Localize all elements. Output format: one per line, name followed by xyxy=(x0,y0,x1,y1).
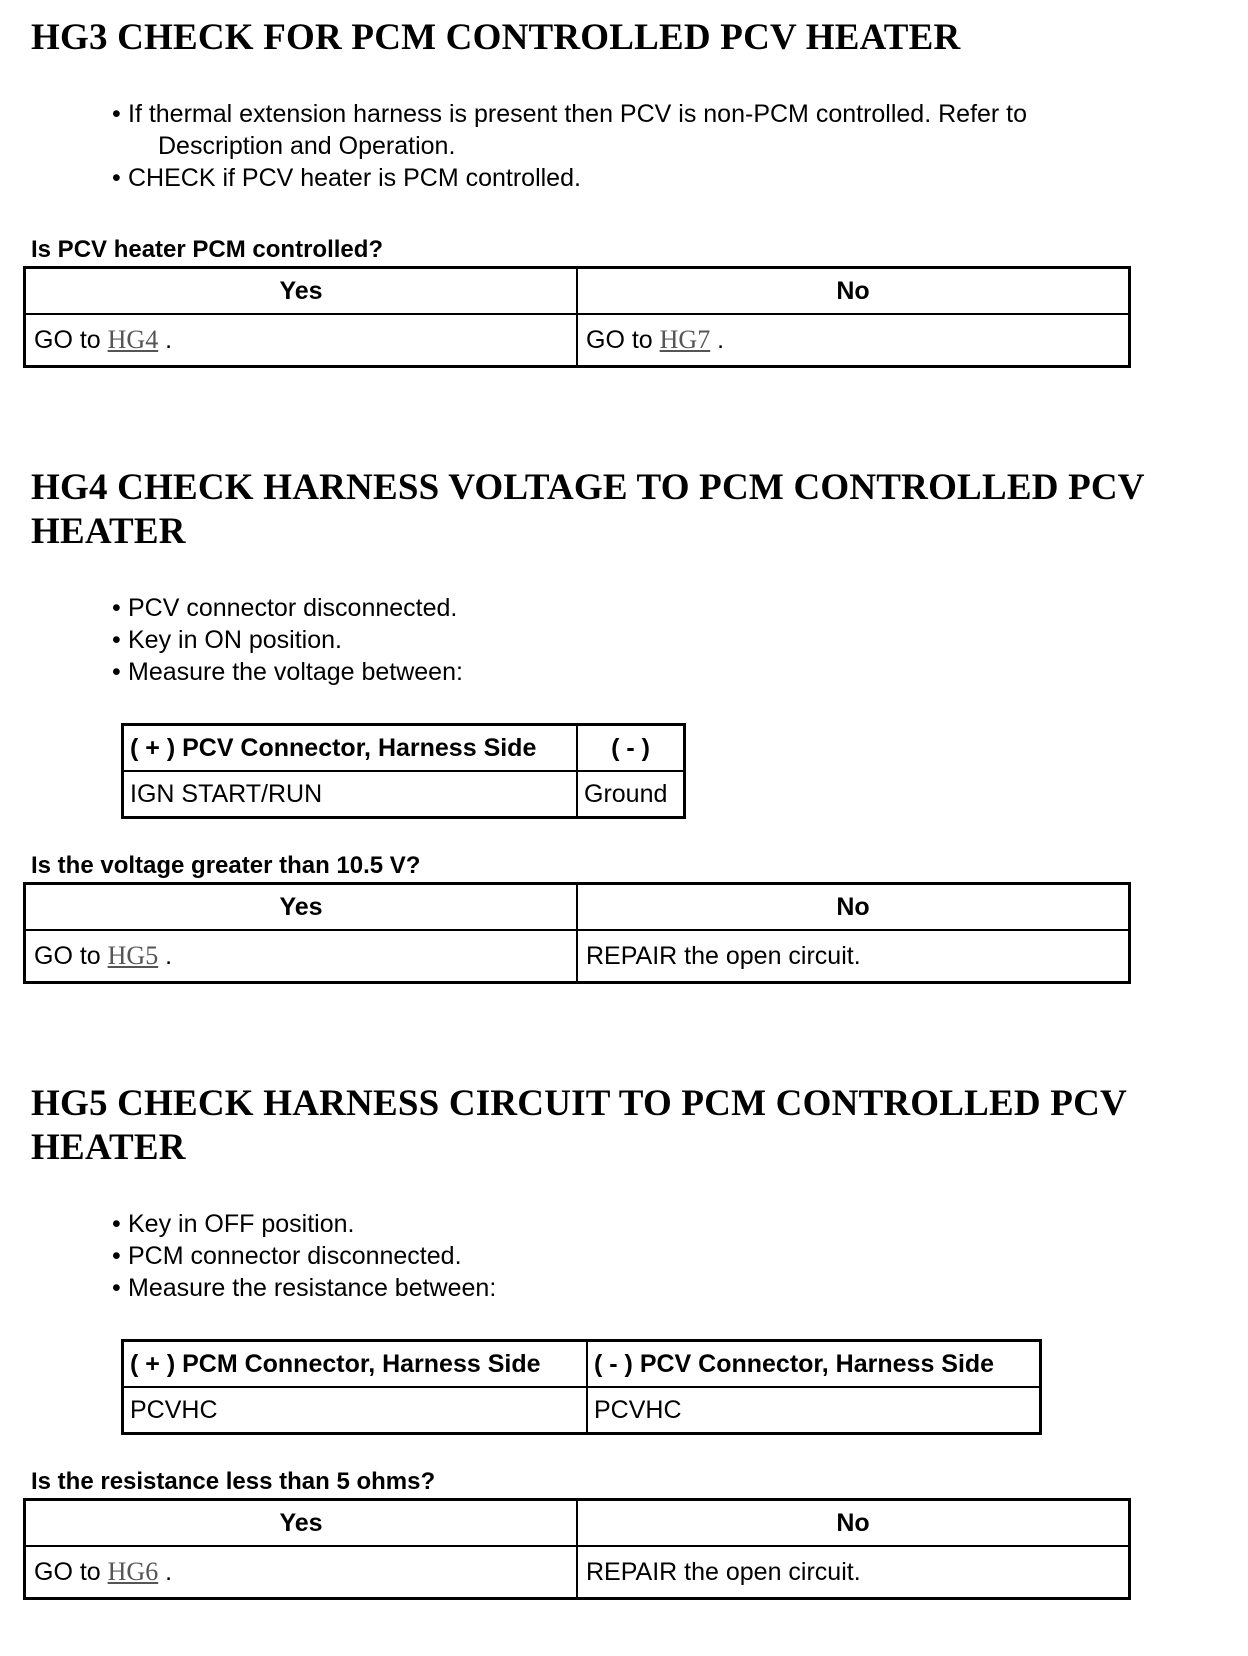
no-header: No xyxy=(577,1500,1130,1547)
link-hg7[interactable]: HG7 xyxy=(659,325,711,354)
question-text: Is PCV heater PCM controlled? xyxy=(31,236,384,263)
no-cell: REPAIR the open circuit. xyxy=(577,930,1130,983)
measure-col2-value: PCVHC xyxy=(587,1387,1041,1434)
measurement-table xyxy=(121,1339,1042,1435)
bullet-dot-icon: • xyxy=(112,100,121,128)
yes-header: Yes xyxy=(25,1500,578,1547)
measure-col1-header: ( + ) PCV Connector, Harness Side xyxy=(123,725,578,772)
bullet-list xyxy=(112,98,1027,194)
yes-cell: GO to HG5 . xyxy=(25,930,578,983)
measure-col2-header: ( - ) xyxy=(577,725,685,772)
step-heading: HG3 CHECK FOR PCM CONTROLLED PCV HEATER xyxy=(31,17,961,58)
question-text: Is the resistance less than 5 ohms? xyxy=(31,1468,436,1495)
bullet-dot-icon: • xyxy=(112,594,121,622)
bullet-dot-icon: • xyxy=(112,658,121,686)
bullet-item: • Measure the voltage between: xyxy=(112,658,463,686)
measure-col1-value: IGN START/RUN xyxy=(123,771,578,818)
no-header: No xyxy=(577,884,1130,931)
bullet-dot-icon: • xyxy=(112,1274,121,1302)
measure-col1-header: ( + ) PCM Connector, Harness Side xyxy=(123,1341,588,1388)
measurement-table xyxy=(121,723,686,819)
no-header: No xyxy=(577,268,1130,315)
step-heading: HG5 CHECK HARNESS CIRCUIT TO PCM CONTROLLED PCV HEATER xyxy=(31,1083,1127,1168)
bullet-item: • PCV connector disconnected. xyxy=(112,594,458,622)
yes-header: Yes xyxy=(25,268,578,315)
bullet-dot-icon: • xyxy=(112,626,121,654)
no-cell: REPAIR the open circuit. xyxy=(577,1546,1130,1599)
link-hg6[interactable]: HG6 xyxy=(107,1557,159,1586)
step-heading: HG4 CHECK HARNESS VOLTAGE TO PCM CONTROLLED PCV HEATER xyxy=(31,467,1145,552)
bullet-item: • Key in ON position. xyxy=(112,626,342,654)
bullet-dot-icon: • xyxy=(112,164,121,192)
bullet-list xyxy=(112,592,463,688)
bullet-item: • PCM connector disconnected. xyxy=(112,1242,462,1270)
no-cell: GO to HG7 . xyxy=(577,314,1130,367)
measure-col1-value: PCVHC xyxy=(123,1387,588,1434)
yes-no-table xyxy=(23,1498,1131,1600)
yes-cell: GO to HG4 . xyxy=(25,314,578,367)
bullet-item: • CHECK if PCV heater is PCM controlled. xyxy=(112,164,581,192)
bullet-item: • If thermal extension harness is present then PCV is non-PCM controlled. Refer to Description and Operation. xyxy=(112,100,1028,160)
bullet-dot-icon: • xyxy=(112,1242,121,1270)
yes-no-table xyxy=(23,882,1131,984)
link-hg4[interactable]: HG4 xyxy=(107,325,159,354)
bullet-list xyxy=(112,1208,496,1304)
yes-cell: GO to HG6 . xyxy=(25,1546,578,1599)
bullet-item: • Measure the resistance between: xyxy=(112,1274,497,1302)
link-hg5[interactable]: HG5 xyxy=(107,941,159,970)
bullet-item: • Key in OFF position. xyxy=(112,1210,355,1238)
yes-no-table xyxy=(23,266,1131,368)
yes-header: Yes xyxy=(25,884,578,931)
measure-col2-value: Ground xyxy=(577,771,685,818)
bullet-dot-icon: • xyxy=(112,1210,121,1238)
question-text: Is the voltage greater than 10.5 V? xyxy=(31,852,421,879)
measure-col2-header: ( - ) PCV Connector, Harness Side xyxy=(587,1341,1041,1388)
